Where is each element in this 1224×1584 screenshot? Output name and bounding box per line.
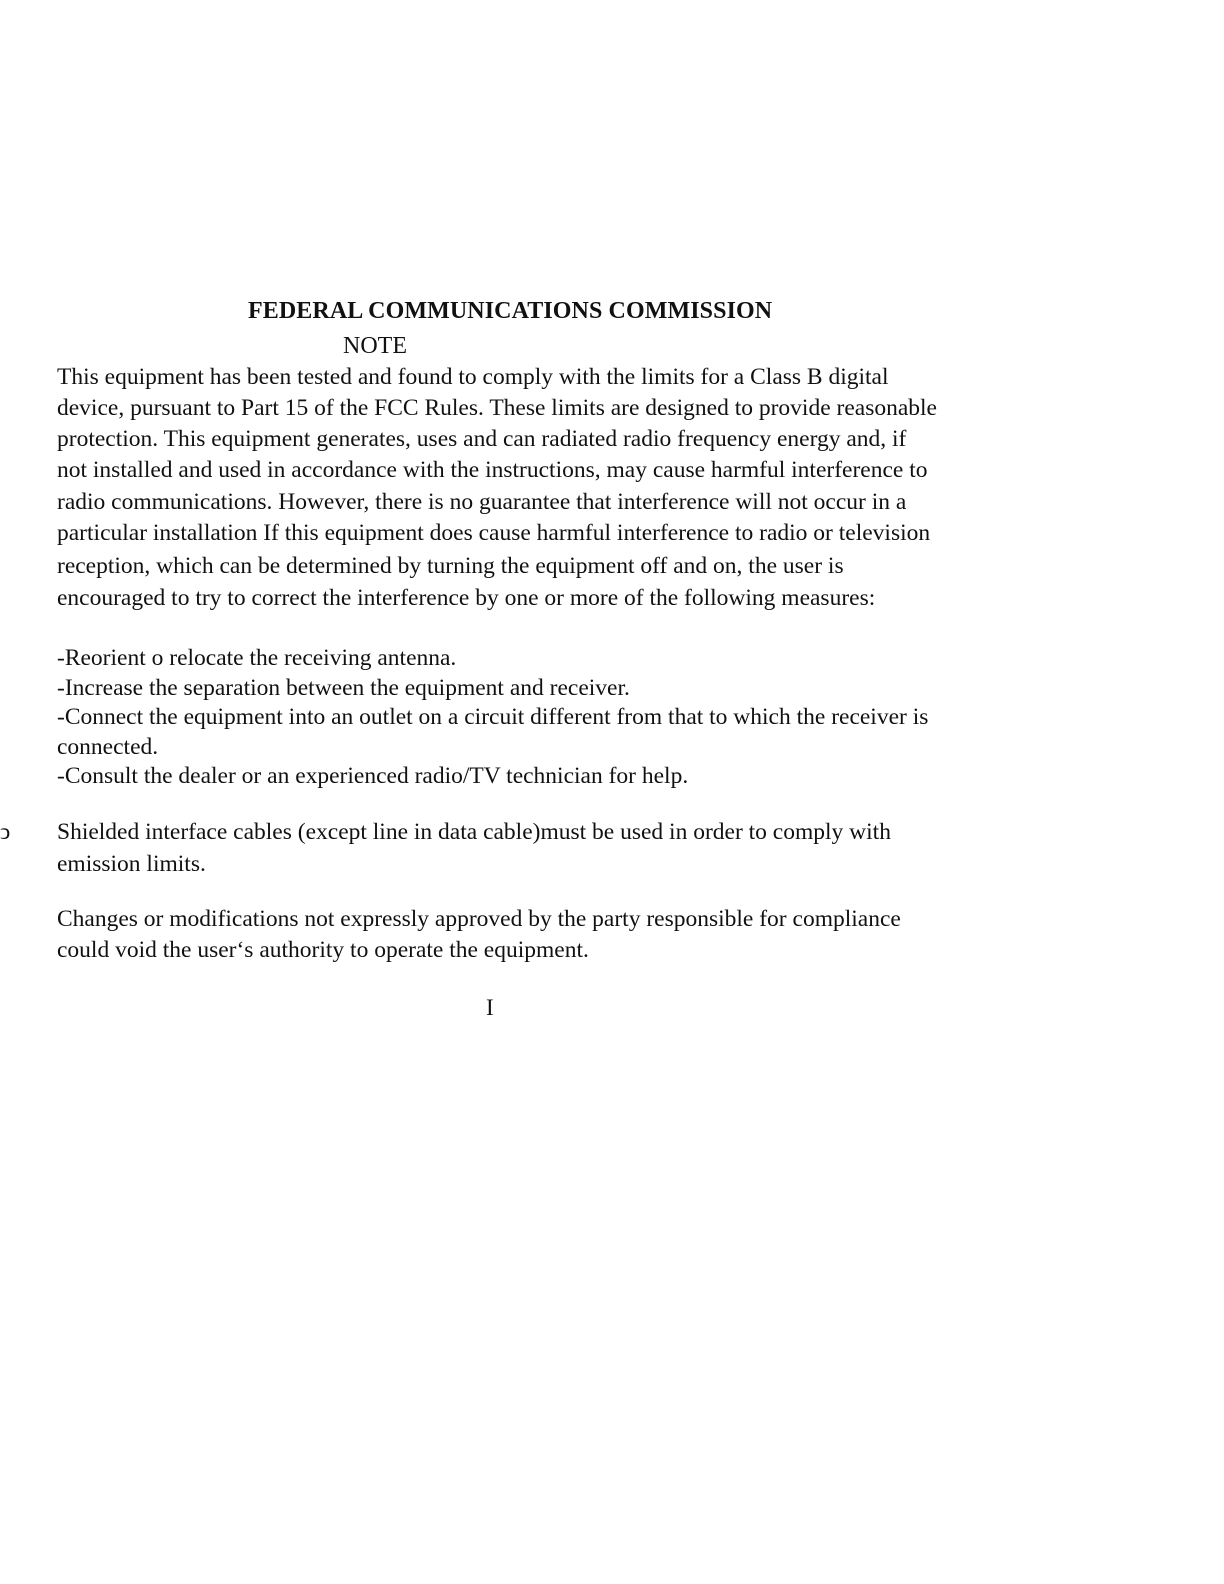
measure-item: -Connect the equipment into an outlet on a circuit different from that to which the receiver is xyxy=(57,704,929,730)
shielded-note-line: emission limits. xyxy=(57,851,206,877)
paragraph-line: encouraged to try to correct the interference by one or more of the following measures: xyxy=(57,585,876,611)
paragraph-line: protection. This equipment generates, uses and can radiated radio frequency energy and, if xyxy=(57,426,907,452)
paragraph-line: This equipment has been tested and found to comply with the limits for a Class B digital xyxy=(57,364,889,390)
document-title: FEDERAL COMMUNICATIONS COMMISSION xyxy=(248,298,773,324)
margin-mark: ↄ xyxy=(0,819,11,844)
shielded-note-line: Shielded interface cables (except line in data cable)must be used in order to comply with xyxy=(57,819,891,845)
document-subtitle: NOTE xyxy=(343,333,407,359)
measure-item: -Reorient o relocate the receiving antenna. xyxy=(57,645,457,671)
measure-item-continuation: connected. xyxy=(57,734,159,760)
changes-note-line: could void the user‘s authority to operate the equipment. xyxy=(57,937,589,963)
paragraph-line: reception, which can be determined by turning the equipment off and on, the user is xyxy=(57,553,844,579)
measure-item: -Consult the dealer or an experienced radio/TV technician for help. xyxy=(57,763,689,789)
measure-item: -Increase the separation between the equipment and receiver. xyxy=(57,675,630,701)
page-number: I xyxy=(486,995,494,1020)
paragraph-line: particular installation If this equipment does cause harmful interference to radio or television xyxy=(57,520,931,546)
changes-note-line: Changes or modifications not expressly approved by the party responsible for compliance xyxy=(57,906,901,932)
paragraph-line: radio communications. However, there is no guarantee that interference will not occur in a xyxy=(57,489,907,515)
paragraph-line: device, pursuant to Part 15 of the FCC Rules. These limits are designed to provide reasonable xyxy=(57,395,937,421)
paragraph-line: not installed and used in accordance with the instructions, may cause harmful interference to xyxy=(57,457,928,483)
